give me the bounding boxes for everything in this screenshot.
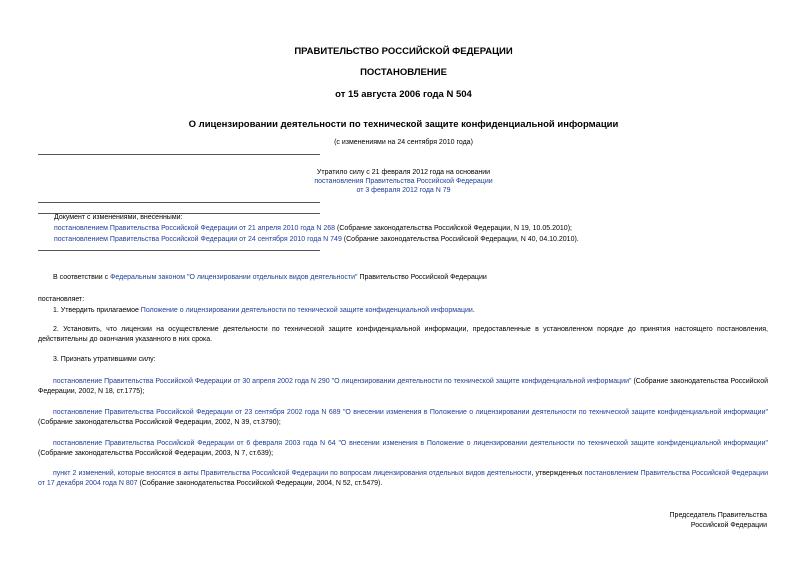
change-item <box>54 224 572 233</box>
paragraph-1 <box>38 306 768 316</box>
divider <box>38 250 320 251</box>
document-type: ПОСТАНОВЛЕНИЕ <box>360 67 447 78</box>
signature-title-line2: Российской Федерации <box>690 522 767 529</box>
change-item <box>54 235 579 244</box>
repealed-link[interactable]: постановление Правительства Российской Федерации от 30 апреля 2002 года N 290 "О лицензировании деятельности по технической защите конфиденциальной информации" <box>53 378 632 385</box>
lost-force-link[interactable]: постановления Правительства Российской Федерации <box>314 178 493 185</box>
repealed-item <box>38 439 768 458</box>
change-link[interactable]: постановлением Правительства Российской Федерации от 24 сентября 2010 года N 749 <box>54 236 342 243</box>
repealed-link[interactable]: постановлением Правительства Российской Федерации от 17 декабря 2004 года N 807 <box>38 470 769 487</box>
federal-law-link[interactable]: Федеральным законом "О лицензировании отдельных видов деятельности" <box>110 274 358 281</box>
change-link[interactable]: постановлением Правительства Российской Федерации от 21 апреля 2010 года N 268 <box>54 225 336 232</box>
repealed-link[interactable]: постановление Правительства Российской Федерации от 6 февраля 2003 года N 64 "О внесении изменения в Положение о лицензировании деятельности по технической защите конфиденциальной информации" <box>53 440 768 447</box>
government-name: ПРАВИТЕЛЬСТВО РОССИЙСКОЙ ФЕДЕРАЦИИ <box>294 46 513 57</box>
changes-intro: Документ с изменениями, внесенными: <box>54 214 183 221</box>
paragraph-text: . <box>472 307 475 314</box>
document-title: О лицензировании деятельности по технической защите конфиденциальной информации <box>188 119 619 130</box>
divider <box>38 202 320 203</box>
lost-force-line1: Утратило силу с 21 февраля 2012 года на основании <box>316 169 491 176</box>
repealed-source: (Собрание законодательства Российской Федерации, 2002, N 18, ст.1775); <box>38 378 769 395</box>
lost-force-date-link[interactable]: от 3 февраля 2012 года N 79 <box>356 187 451 194</box>
repealed-item <box>38 408 768 427</box>
divider <box>38 154 320 155</box>
repealed-item <box>38 469 768 488</box>
regulation-link[interactable]: Положение о лицензировании деятельности по технической защите конфиденциальной информации <box>140 307 473 314</box>
amendment-note: (с изменениями на 24 сентября 2010 года) <box>334 139 473 146</box>
repealed-text: , утвержденных <box>531 470 585 477</box>
preamble-text: В соответствии с <box>53 274 111 281</box>
repealed-source: (Собрание законодательства Российской Федерации, 2003, N 7, ст.639); <box>38 449 274 457</box>
paragraph-3: 3. Признать утратившими силу: <box>53 356 156 363</box>
repealed-source: (Собрание законодательства Российской Федерации, 2004, N 52, ст.5479). <box>137 479 383 487</box>
paragraph-text: 1. Утвердить прилагаемое <box>53 307 141 314</box>
repealed-item <box>38 377 768 396</box>
preamble <box>38 273 768 283</box>
paragraph-2: 2. Установить, что лицензии на осуществление деятельности по технической защите конфиденциальной информации, предоставленные в установленном порядке до принятия настоящего постановления, действительны до окончания указанного в них срока. <box>38 326 768 343</box>
change-source: (Собрание законодательства Российской Федерации, N 19, 10.05.2010); <box>335 225 572 232</box>
repealed-source: (Собрание законодательства Российской Федерации, 2002, N 39, ст.3790); <box>38 418 281 426</box>
repealed-link[interactable]: постановление Правительства Российской Федерации от 23 сентября 2002 года N 689 "О внесении изменения в Положение о лицензировании деятельности по технической защите конфиденциальной информации" <box>53 409 768 416</box>
preamble-text: Правительство Российской Федерации <box>357 274 487 281</box>
document-date-number: от 15 августа 2006 года N 504 <box>335 89 472 100</box>
change-source: (Собрание законодательства Российской Федерации, N 40, 04.10.2010). <box>341 236 579 243</box>
repealed-link[interactable]: пункт 2 изменений, которые вносятся в акты Правительства Российской Федерации по вопросам лицензирования отдельных видов деятельности <box>53 470 532 477</box>
signature-title: Председатель Правительства <box>669 512 767 519</box>
decrees-word: постановляет: <box>38 296 85 303</box>
